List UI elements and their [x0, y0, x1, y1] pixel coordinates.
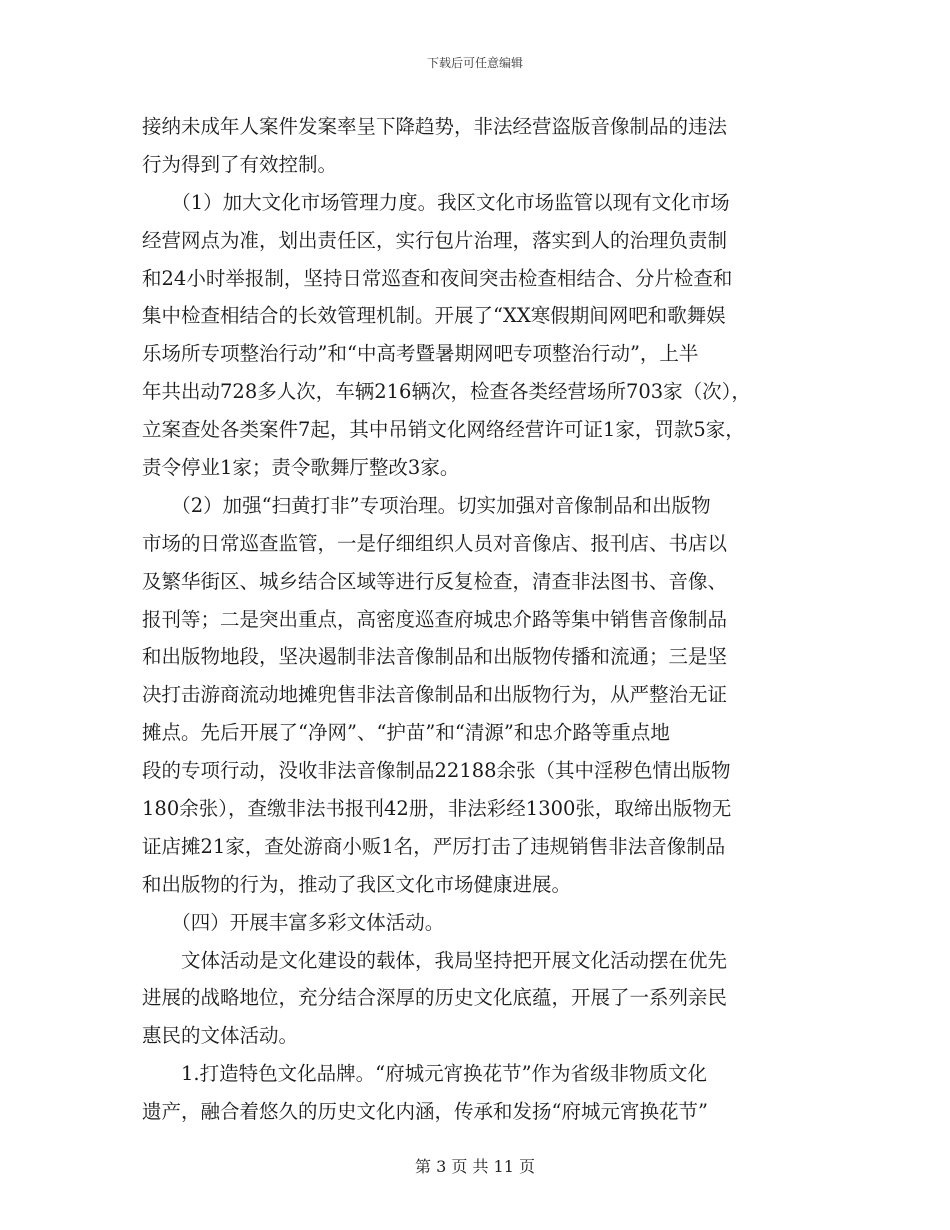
text-line: 经营网点为准，划出责任区，实行包片治理，落实到人的治理负责制: [142, 228, 728, 252]
text-line: 立案查处各类案件7起，其中吊销文化网络经营许可证1家，罚款5家，: [142, 418, 745, 442]
text-line: 惠民的文体活动。: [142, 1024, 299, 1048]
text-line: 及繁华街区、城乡结合区域等进行反复检查，清查非法图书、音像、: [142, 569, 728, 593]
text-line: 年共出动728多人次，车辆216辆次，检查各类经营场所703家（次），: [142, 380, 751, 404]
text-line: 报刊等；二是突出重点，高密度巡查府城忠介路等集中销售音像制品: [142, 607, 728, 631]
text-line: 进展的战略地位，充分结合深厚的历史文化底蕴，开展了一系列亲民: [142, 986, 728, 1010]
page-header: 下载后可任意编辑: [426, 56, 523, 70]
text-line: 证店摊21家，查处游商小贩1名，严厉打击了违规销售非法音像制品: [142, 834, 726, 858]
text-line: 段的专项行动，没收非法音像制品22188余张（其中淫秽色情出版物: [142, 759, 731, 783]
text-line: 和出版物的行为，推动了我区文化市场健康进展。: [142, 872, 572, 896]
text-line: 和出版物地段，坚决遏制非法音像制品和出版物传播和流通；三是坚: [142, 645, 728, 669]
text-line: 接纳未成年人案件发案率呈下降趋势，非法经营盗版音像制品的违法: [142, 115, 728, 138]
text-line: 决打击游商流动地摊兜售非法音像制品和出版物行为，从严整治无证: [142, 683, 728, 707]
text-line: 集中检查相结合的长效管理机制。开展了“XX寒假期间网吧和歌舞娱: [142, 304, 726, 328]
text-line: 乐场所专项整治行动”和“中高考暨暑期网吧专项整治行动”，上半: [142, 342, 699, 366]
page-number: 第 3 页 共 11 页: [415, 1157, 535, 1176]
document-body: [142, 108, 832, 1131]
text-line: （1）加大文化市场管理力度。我区文化市场监管以现有文化市场: [142, 190, 730, 214]
text-line: 摊点。先后开展了“净网”、“护苗”和“清源”和忠介路等重点地: [142, 721, 670, 745]
text-line: 文体活动是文化建设的载体，我局坚持把开展文化活动摆在优先: [142, 948, 728, 972]
text-line: 市场的日常巡查监管，一是仔细组织人员对音像店、报刊店、书店以: [142, 531, 728, 555]
text-line: （2）加强“扫黄打非”专项治理。切实加强对音像制品和出版物: [142, 493, 711, 517]
text-line: 责令停业1家；责令歌舞厅整改3家。: [142, 456, 460, 480]
text-line: 180余张），查缴非法书报刊42册，非法彩经1300张，取缔出版物无: [142, 797, 732, 821]
text-line: 1.打造特色文化品牌。“府城元宵换花节”作为省级非物质文化: [142, 1062, 708, 1086]
text-line: （四）开展丰富多彩文体活动。: [142, 910, 445, 934]
text-line: 遗产，融合着悠久的历史文化内涵，传承和发扬“府城元宵换花节”: [142, 1100, 708, 1124]
text-line: 和24小时举报制，坚持日常巡查和夜间突击检查相结合、分片检查和: [142, 266, 733, 290]
text-line: 行为得到了有效控制。: [142, 152, 338, 176]
